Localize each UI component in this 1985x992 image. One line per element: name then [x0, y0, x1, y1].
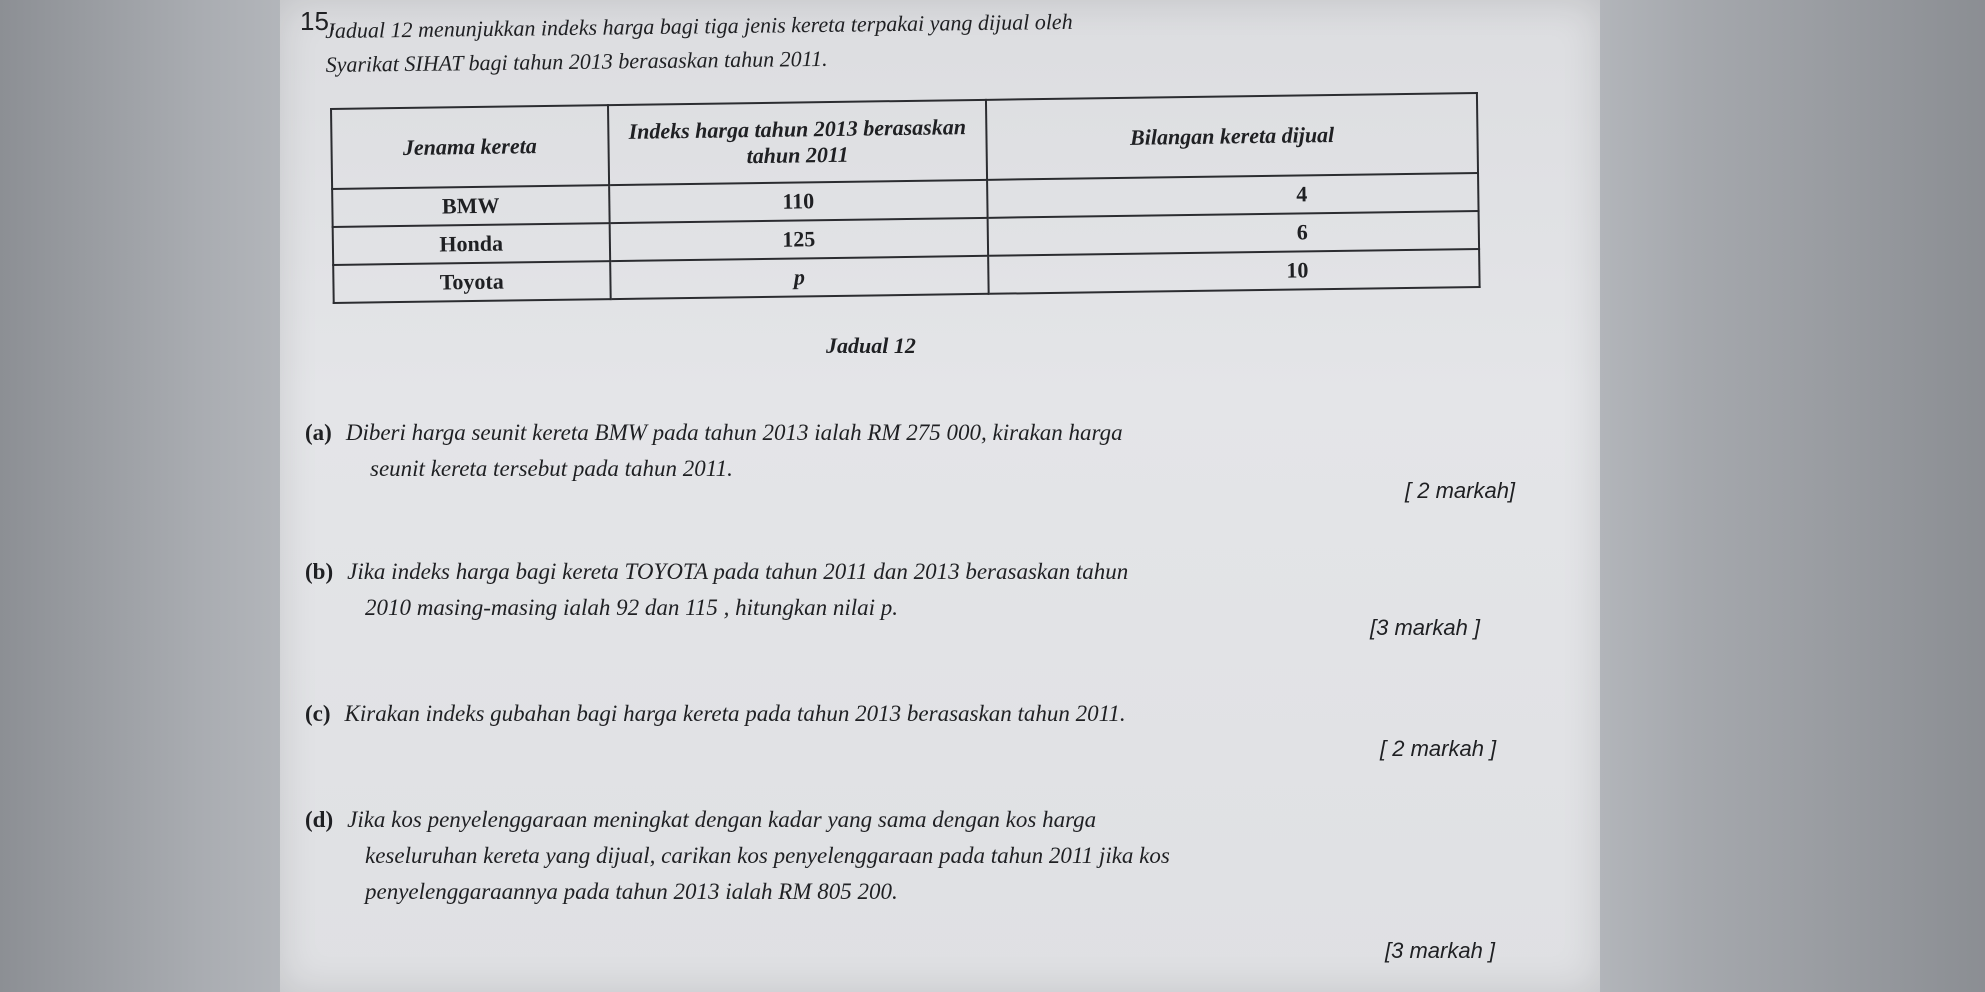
question-b-text-1: Jika indeks harga bagi kereta TOYOTA pada tahun 2011 dan 2013 berasaskan tahun: [347, 559, 1129, 584]
cell-index: p: [610, 256, 989, 299]
question-b-marks: [3 markah ]: [1370, 615, 1481, 640]
table-caption: Jadual 12: [826, 333, 916, 358]
question-c-label: (c): [305, 701, 331, 726]
question-d-line-3: penyelenggaraannya pada tahun 2013 ialah RM 805 200.: [365, 879, 898, 904]
intro-line-2: Syarikat SIHAT bagi tahun 2013 berasaskan tahun 2011.: [325, 45, 828, 77]
cell-count: 10: [988, 249, 1479, 294]
question-d: [305, 802, 1575, 910]
question-b-label: (b): [305, 559, 334, 584]
question-number: 15.: [300, 6, 337, 36]
cell-index: 110: [609, 180, 988, 223]
question-intro: [325, 0, 1476, 82]
price-index-table: [330, 92, 1481, 304]
question-b-line-1: [305, 554, 1565, 590]
question-c: [305, 696, 1565, 732]
header-price-index: Indeks harga tahun 2013 berasaskan tahun 2011: [608, 100, 988, 185]
cell-brand: BMW: [332, 185, 609, 227]
question-d-marks: [3 markah ]: [1385, 938, 1496, 963]
question-d-line-2: keseluruhan kereta yang dijual, carikan kos penyelenggaraan pada tahun 2011 jika kos: [365, 843, 1170, 868]
question-b-line-2: 2010 masing-masing ialah 92 dan 115 , hitungkan nilai p.: [365, 595, 899, 620]
question-c-marks: [ 2 markah ]: [1380, 736, 1497, 761]
question-a-marks: [ 2 markah]: [1405, 478, 1516, 503]
header-cars-sold: Bilangan kereta dijual: [986, 93, 1478, 180]
question-a-line-2: seunit kereta tersebut pada tahun 2011.: [370, 456, 733, 481]
question-a: [305, 415, 1565, 487]
question-a-line-1: [305, 415, 1565, 451]
question-a-label: (a): [305, 420, 332, 445]
header-car-brand: Jenama kereta: [331, 105, 609, 189]
question-c-line-1: [305, 696, 1565, 732]
question-a-text-1: Diberi harga seunit kereta BMW pada tahun 2013 ialah RM 275 000, kirakan harga: [345, 420, 1123, 445]
question-d-line-1: [305, 802, 1575, 838]
cell-brand: Toyota: [333, 261, 610, 303]
intro-line-1: Jadual 12 menunjukkan indeks harga bagi tiga jenis kereta terpakai yang dijual oleh: [325, 8, 1073, 43]
cell-count: 6: [988, 211, 1479, 256]
cell-index: 125: [609, 218, 988, 261]
question-c-text-1: Kirakan indeks gubahan bagi harga kereta pada tahun 2013 berasaskan tahun 2011.: [344, 701, 1126, 726]
cell-brand: Honda: [333, 223, 610, 265]
question-d-text-1: Jika kos penyelenggaraan meningkat dengan kadar yang sama dengan kos harga: [347, 807, 1097, 832]
question-d-label: (d): [305, 807, 334, 832]
cell-count: 4: [987, 173, 1478, 218]
